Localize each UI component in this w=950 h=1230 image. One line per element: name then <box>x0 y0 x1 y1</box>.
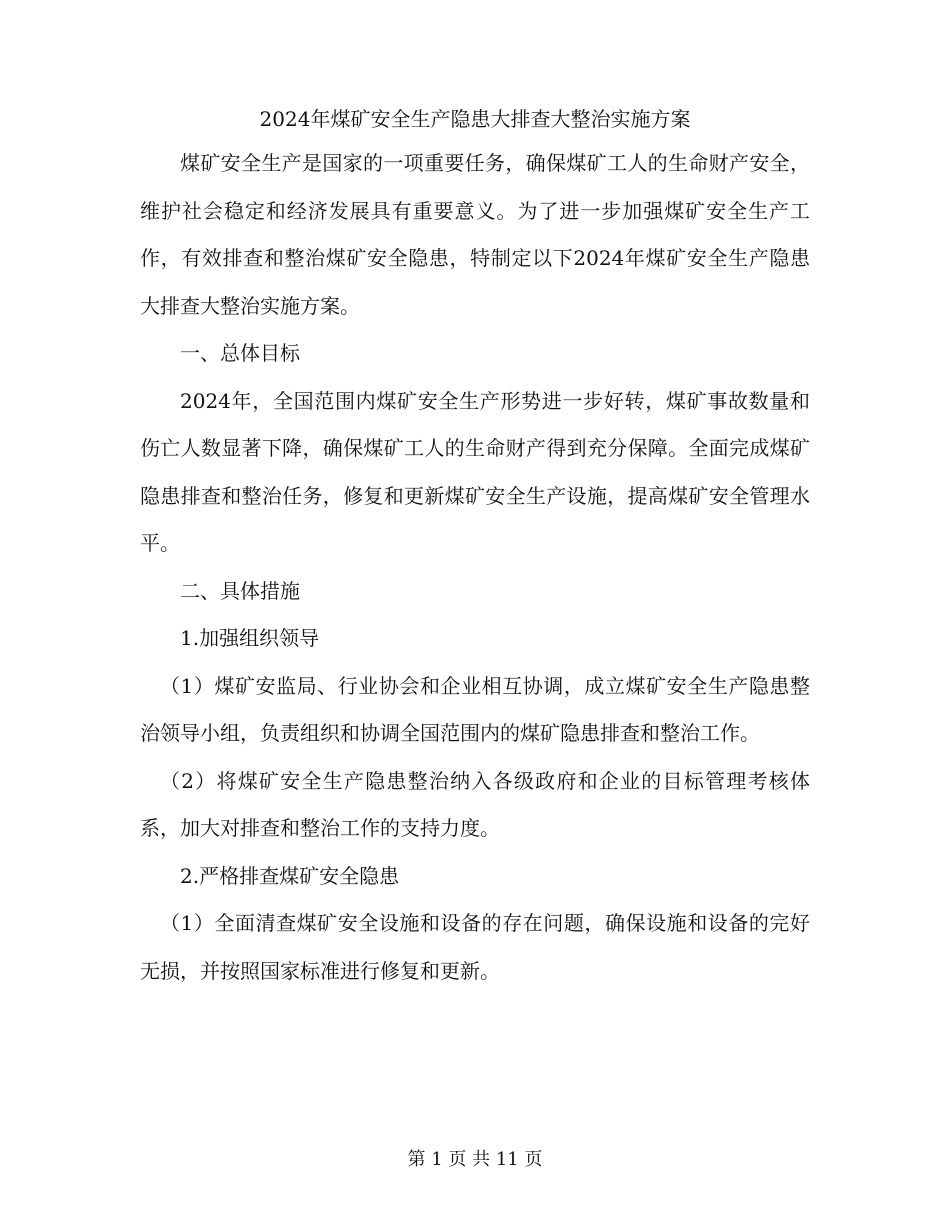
goal-paragraph: 2024年，全国范围内煤矿安全生产形势进一步好转，煤矿事故数量和伤亡人数显著下降，确保煤矿工人的生命财产得到充分保障。全面完成煤矿隐患排查和整治任务，修复和更新煤矿安全生产设施，提高煤矿安全管理水平。 <box>140 388 810 555</box>
document-title: 2024年煤矿安全生产隐患大排查大整治实施方案 <box>259 107 691 131</box>
measure-item-2-1: （1）全面清查煤矿安全设施和设备的存在问题，确保设施和设备的完好无损，并按照国家标准进行修复和更新。 <box>140 911 810 983</box>
measure-item-1-1: （1）煤矿安监局、行业协会和企业相互协调，成立煤矿安全生产隐患整治领导小组，负责组织和协调全国范围内的煤矿隐患排查和整治工作。 <box>140 673 810 745</box>
page-number-footer: 第 1 页 共 11 页 <box>407 1149 543 1170</box>
subheading-leadership: 1.加强组织领导 <box>180 626 320 650</box>
intro-paragraph: 煤矿安全生产是国家的一项重要任务，确保煤矿工人的生命财产安全，维护社会稳定和经济发展具有重要意义。为了进一步加强煤矿安全生产工作，有效排查和整治煤矿安全隐患，特制定以下2024年煤矿安全生产隐患大排查大整治实施方案。 <box>140 151 810 318</box>
subheading-inspection: 2.严格排查煤矿安全隐患 <box>180 863 400 888</box>
section-heading-overall-goal: 一、总体目标 <box>180 341 300 365</box>
document-body <box>140 140 810 995</box>
section-heading-measures: 二、具体措施 <box>180 578 300 603</box>
measure-item-1-2: （2）将煤矿安全生产隐患整治纳入各级政府和企业的目标管理考核体系，加大对排查和整治工作的支持力度。 <box>140 768 810 840</box>
